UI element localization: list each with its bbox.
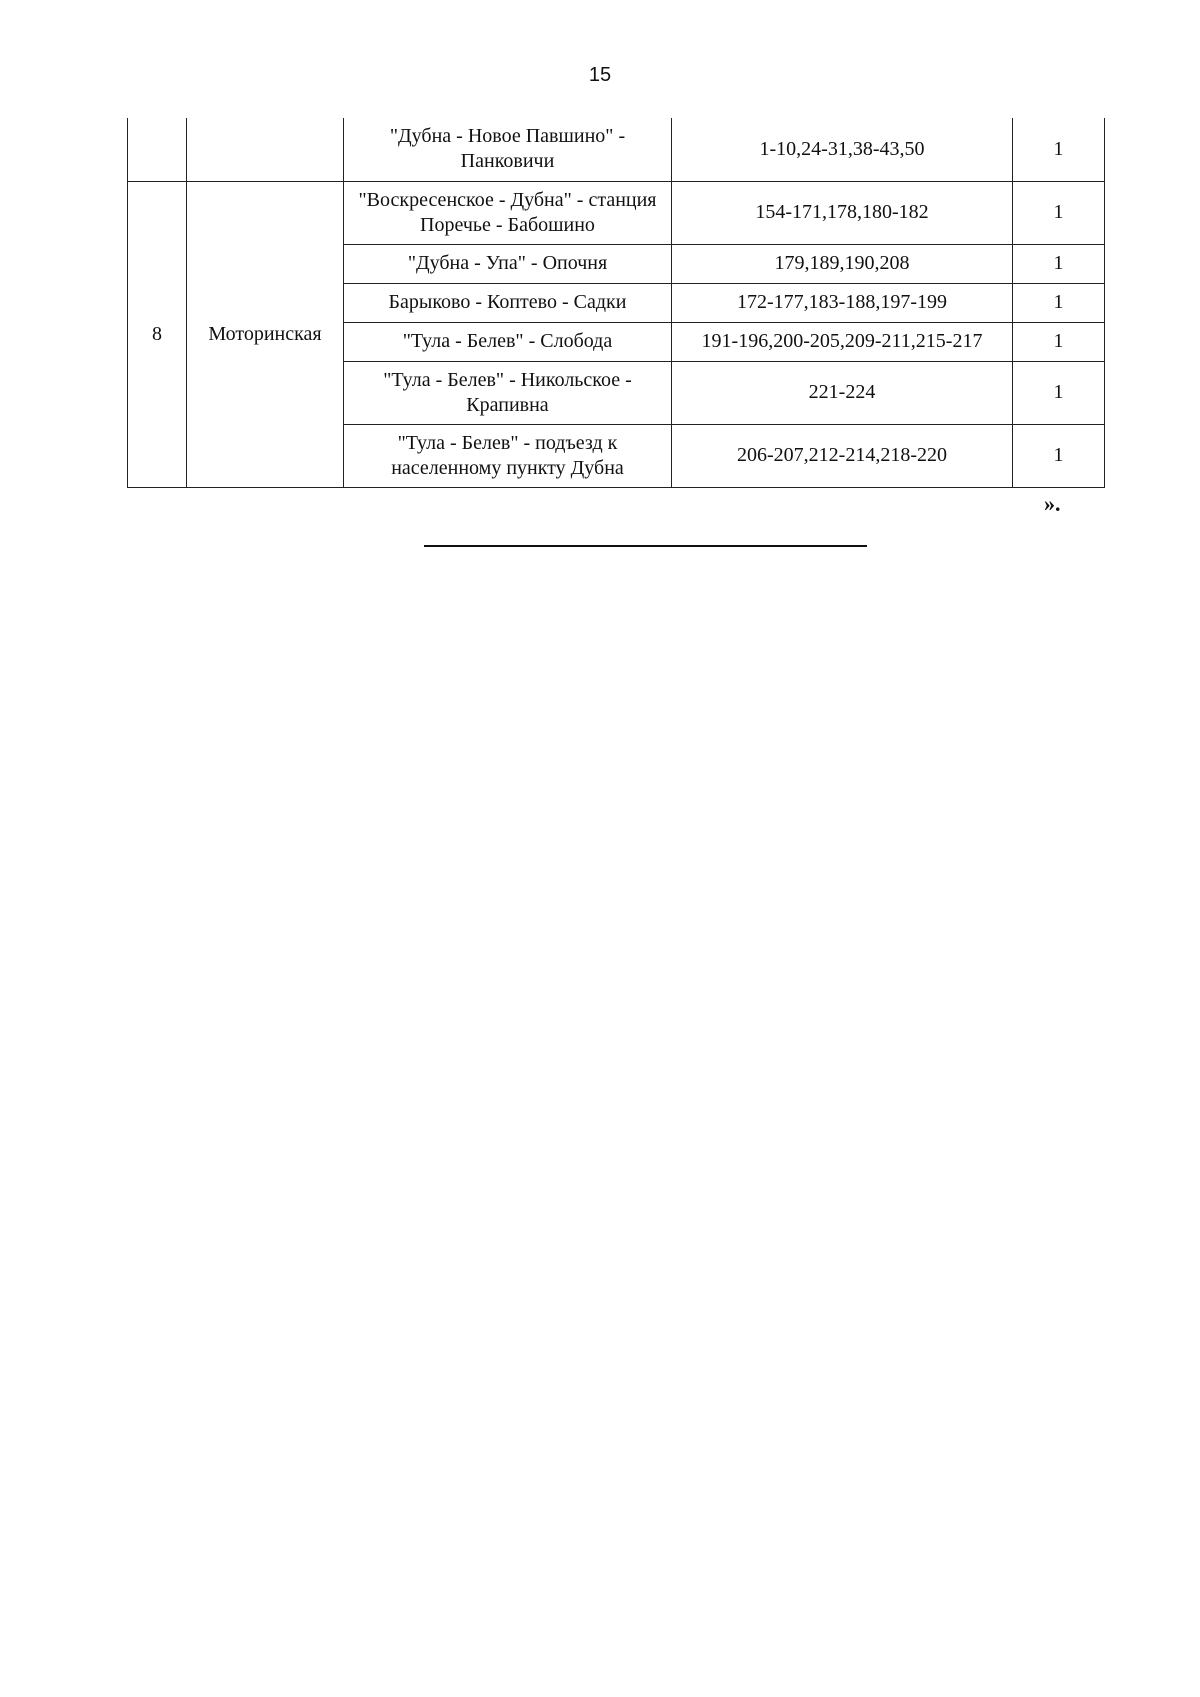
cell-count: 1 (1013, 283, 1105, 322)
cell-group-name (187, 118, 344, 181)
cell-sections: 154-171,178,180-182 (672, 181, 1013, 244)
cell-count: 1 (1013, 118, 1105, 181)
cell-count: 1 (1013, 361, 1105, 424)
cell-number: 8 (128, 181, 187, 487)
table-row (128, 118, 1105, 181)
cell-route: Барыково - Коптево - Садки (344, 283, 672, 322)
cell-sections: 191-196,200-205,209-211,215-217 (672, 322, 1013, 361)
cell-route: "Тула - Белев" - Слобода (344, 322, 672, 361)
cell-count: 1 (1013, 181, 1105, 244)
cell-sections: 179,189,190,208 (672, 244, 1013, 283)
cell-sections: 1-10,24-31,38-43,50 (672, 118, 1013, 181)
cell-route: "Воскресенское - Дубна" - станция Поречье - Бабошино (344, 181, 672, 244)
cell-route: "Дубна - Упа" - Опочня (344, 244, 672, 283)
cell-sections: 221-224 (672, 361, 1013, 424)
end-divider (424, 545, 867, 547)
routes-table (127, 118, 1105, 488)
cell-route: "Дубна - Новое Павшино" - Панковичи (344, 118, 672, 181)
cell-count: 1 (1013, 322, 1105, 361)
page-number: 15 (588, 64, 612, 86)
cell-number (128, 118, 187, 181)
cell-count: 1 (1013, 424, 1105, 487)
closing-quote-mark: ». (1044, 491, 1061, 516)
cell-route: "Тула - Белев" - подъезд к населенному пункту Дубна (344, 424, 672, 487)
cell-group-name: Моторинская (187, 181, 344, 487)
cell-sections: 172-177,183-188,197-199 (672, 283, 1013, 322)
cell-sections: 206-207,212-214,218-220 (672, 424, 1013, 487)
cell-count: 1 (1013, 244, 1105, 283)
table-row (128, 181, 1105, 244)
cell-route: "Тула - Белев" - Никольское - Крапивна (344, 361, 672, 424)
